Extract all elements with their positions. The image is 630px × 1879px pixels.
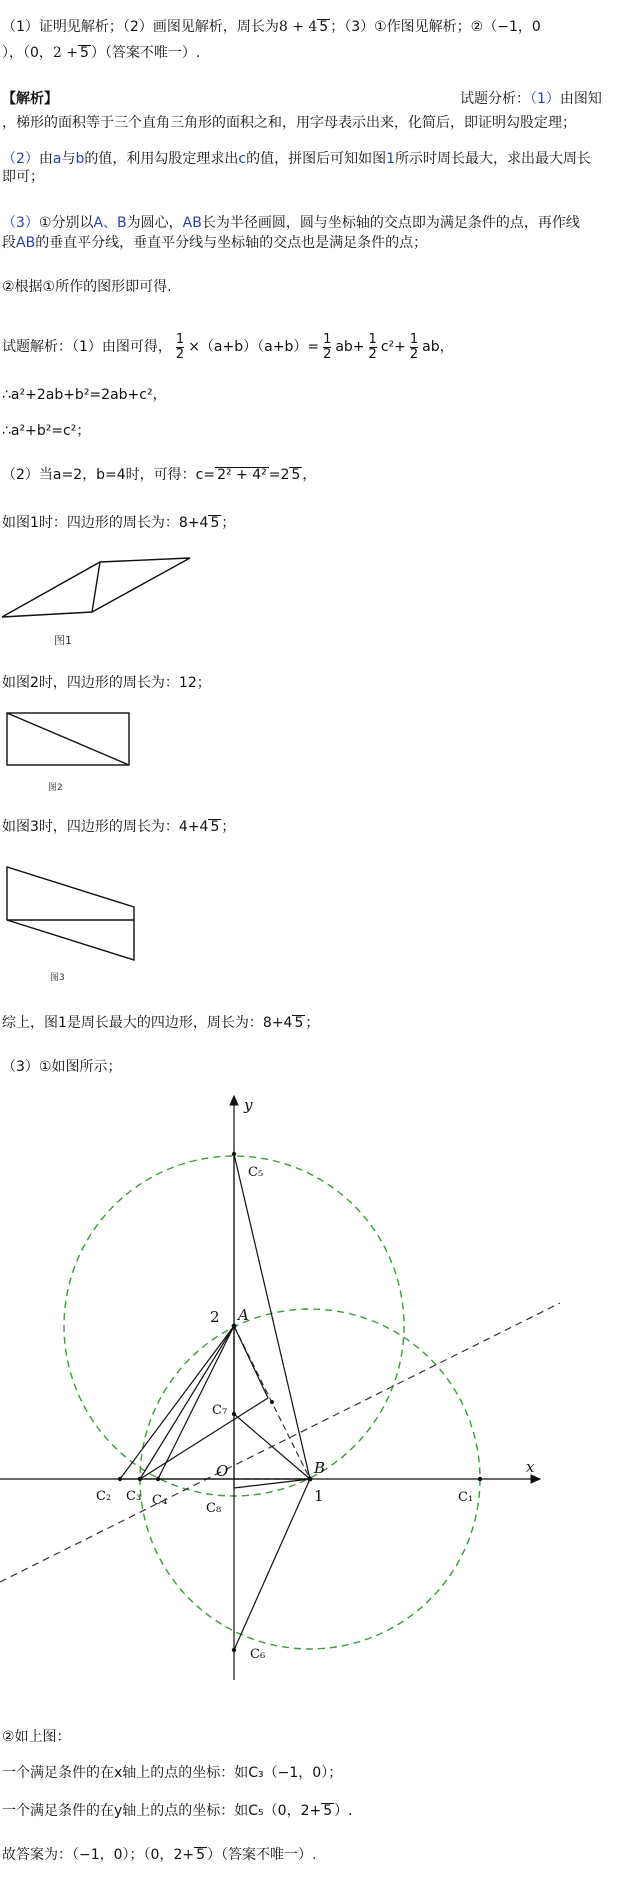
label-C6: C₆ bbox=[250, 1647, 266, 1662]
figure-2-diagonal bbox=[7, 713, 129, 765]
segment-C8-B bbox=[234, 1479, 310, 1488]
text: （2）当a=2，b=4时，可得：c= bbox=[2, 467, 216, 483]
label-1: 1 bbox=[314, 1487, 324, 1505]
x-axis-label: x bbox=[526, 1458, 535, 1476]
final-answer-line bbox=[2, 1846, 316, 1864]
answer-text: ），（0， bbox=[2, 45, 53, 61]
text: 为圆心， bbox=[126, 215, 183, 231]
numerator: 1 bbox=[368, 331, 377, 347]
analysis-p3-line-2 bbox=[2, 234, 427, 252]
figure-2 bbox=[6, 712, 146, 772]
text: ab， bbox=[422, 339, 454, 355]
text: ①分别以 bbox=[38, 215, 94, 231]
segment-C7-B bbox=[234, 1414, 310, 1479]
sqrt-5: 5 bbox=[196, 1847, 206, 1863]
analysis-p2 bbox=[2, 150, 591, 168]
sqrt-5: 5 bbox=[291, 467, 301, 483]
segment-AB: AB bbox=[16, 235, 36, 251]
solution-line-4 bbox=[2, 466, 316, 484]
item-number: （2） bbox=[2, 151, 39, 167]
sqrt-5: 5 bbox=[323, 1803, 333, 1819]
text: c²+ bbox=[380, 339, 406, 355]
coord-value: 2 + bbox=[52, 45, 79, 61]
denominator: 2 bbox=[175, 346, 185, 362]
text: 综上，图1是周长最大的四边形，周长为：8+4 bbox=[2, 1015, 293, 1031]
text: 一个满足条件的在y轴上的点的坐标：如C₅（0，2+ bbox=[2, 1803, 322, 1819]
text: ab+ bbox=[335, 339, 365, 355]
perpendicular-bisector bbox=[0, 1303, 560, 1582]
point-C5 bbox=[232, 1152, 236, 1156]
analysis-line-1: ，梯形的面积等于三个直角三角形的面积之和，用字母表示出来，化简后，即证明勾股定理； bbox=[2, 115, 576, 131]
segment-mid-C3 bbox=[140, 1398, 268, 1479]
item-number: （3） bbox=[2, 215, 39, 231]
final-line-3 bbox=[2, 1802, 353, 1820]
analysis-label-tail: 由图知 bbox=[559, 91, 602, 107]
final-line-1: ②如上图： bbox=[2, 1729, 71, 1745]
sqrt-5: 5 bbox=[80, 45, 89, 61]
solution-line-3: ∴a²+b²=c²； bbox=[2, 423, 91, 439]
sqrt-expr: 2² + 4² bbox=[217, 467, 267, 483]
text: ， bbox=[302, 467, 317, 483]
denominator: 2 bbox=[409, 346, 419, 362]
text: ×（a+b）（a+b）= bbox=[188, 339, 320, 355]
final-line-2: 一个满足条件的在x轴上的点的坐标：如C₃（−1，0）； bbox=[2, 1765, 343, 1781]
text: 长为半径画圆，圆与坐标轴的交点即为满足条件的点，再作线 bbox=[201, 215, 580, 231]
var-a: a bbox=[52, 151, 62, 167]
label-B: B bbox=[314, 1459, 326, 1477]
denominator: 2 bbox=[368, 346, 377, 362]
point-C2 bbox=[118, 1477, 122, 1481]
text: 段 bbox=[2, 235, 16, 251]
numerator: 1 bbox=[323, 331, 332, 347]
y-axis-label: y bbox=[244, 1096, 253, 1114]
answer-text-end: ）（答案不唯一）. bbox=[90, 45, 201, 61]
text: 与 bbox=[61, 151, 76, 167]
figure-1 bbox=[0, 550, 200, 620]
answer-text: （1）证明见解析；（2）画图见解析，周长为 bbox=[2, 19, 279, 35]
label-C4: C₄ bbox=[152, 1493, 168, 1508]
segment-A-B-side bbox=[234, 1326, 268, 1398]
text: ； bbox=[305, 1015, 320, 1031]
fraction-half bbox=[369, 333, 377, 362]
label-C8: C₈ bbox=[206, 1501, 222, 1516]
point-B bbox=[308, 1477, 313, 1482]
point-C6 bbox=[232, 1648, 236, 1652]
perimeter-value: 8 + 4 bbox=[278, 19, 318, 35]
figure-1-diagonal bbox=[92, 562, 100, 612]
answer-text-mid: ；（3）①作图见解析；②（ bbox=[330, 19, 498, 35]
figure-2-caption: 图2 bbox=[48, 783, 63, 793]
label-C2: C₂ bbox=[96, 1489, 112, 1504]
sqrt-5: 5 bbox=[319, 19, 329, 35]
var-b: b bbox=[75, 151, 85, 167]
segment-AB: AB bbox=[182, 215, 202, 231]
text: 如图3时，四边形的周长为：4+4 bbox=[2, 819, 209, 835]
fig-ref: 1 bbox=[386, 151, 396, 167]
coord-value: −1，0 bbox=[497, 19, 541, 35]
label-A: A bbox=[238, 1306, 249, 1324]
text: ； bbox=[221, 515, 236, 531]
text: 的值，利用勾股定理求出 bbox=[84, 151, 239, 167]
text: 如图1时：四边形的周长为：8+4 bbox=[2, 515, 209, 531]
summary-line bbox=[2, 1014, 319, 1032]
point-C4 bbox=[156, 1477, 160, 1481]
text: 的垂直平分线，垂直平分线与坐标轴的交点也是满足条件的点； bbox=[35, 235, 428, 251]
figure-3-caption: 图3 bbox=[50, 973, 65, 983]
fraction-half bbox=[323, 333, 331, 362]
sqrt-5: 5 bbox=[210, 515, 220, 531]
denominator: 2 bbox=[323, 346, 332, 362]
fraction-half bbox=[176, 333, 184, 362]
text: 所示时周长最大，求出最大周长 bbox=[395, 151, 592, 167]
text: =2 bbox=[268, 467, 290, 483]
analysis-heading: 【解析】 bbox=[2, 91, 58, 107]
origin-label: O bbox=[216, 1462, 229, 1480]
label-C1: C₁ bbox=[458, 1490, 474, 1505]
sqrt-5: 5 bbox=[294, 1015, 304, 1031]
label-2: 2 bbox=[210, 1308, 220, 1326]
item-number: （1） bbox=[530, 91, 560, 107]
answer-line-1 bbox=[2, 18, 541, 36]
text: 由 bbox=[38, 151, 53, 167]
text: ）（答案不唯一）. bbox=[207, 1847, 317, 1863]
analysis-p2-line-2: 即可； bbox=[2, 169, 44, 185]
fraction-half bbox=[410, 333, 418, 362]
segment-B-C6 bbox=[234, 1479, 310, 1650]
analysis-label-text: 试题分析： bbox=[460, 91, 530, 107]
point-C1 bbox=[478, 1477, 482, 1481]
figure-2-perimeter: 如图2时，四边形的周长为：12； bbox=[2, 675, 211, 691]
solution-line-2: ∴a²+2ab+b²=2ab+c²， bbox=[2, 387, 167, 403]
text: ； bbox=[221, 819, 236, 835]
analysis-p4: ②根据①所作的图形即可得. bbox=[2, 279, 172, 295]
points-AB: A、B bbox=[93, 215, 127, 231]
label-C7: C₇ bbox=[212, 1403, 228, 1418]
figure-1-perimeter bbox=[2, 514, 235, 532]
label-C5: C₅ bbox=[248, 1165, 264, 1180]
analysis-label bbox=[460, 90, 602, 108]
figure-3-parallelogram bbox=[7, 867, 134, 960]
solution-line-1 bbox=[2, 330, 454, 364]
figure-3 bbox=[6, 866, 156, 966]
text: 故答案为：（−1，0）；（0，2+ bbox=[2, 1847, 195, 1863]
text: 试题解析：（1）由图可得， bbox=[2, 339, 172, 355]
numerator: 1 bbox=[409, 331, 419, 347]
point-A bbox=[232, 1324, 237, 1329]
analysis-p3 bbox=[2, 214, 580, 232]
text: ）. bbox=[334, 1803, 353, 1819]
text: 的值，拼图后可知如图 bbox=[246, 151, 387, 167]
point-C3 bbox=[138, 1477, 142, 1481]
label-C3: C₃ bbox=[126, 1489, 142, 1504]
figure-1-caption: 图1 bbox=[54, 634, 72, 647]
part-3-heading: （3）①如图所示； bbox=[2, 1059, 122, 1075]
answer-line-2 bbox=[2, 44, 200, 62]
coordinate-figure bbox=[0, 1080, 630, 1720]
var-c: c bbox=[238, 151, 247, 167]
sqrt-5: 5 bbox=[210, 819, 220, 835]
point-C7 bbox=[232, 1412, 236, 1416]
point-mid bbox=[270, 1400, 274, 1404]
figure-3-perimeter bbox=[2, 818, 235, 836]
numerator: 1 bbox=[175, 331, 185, 347]
